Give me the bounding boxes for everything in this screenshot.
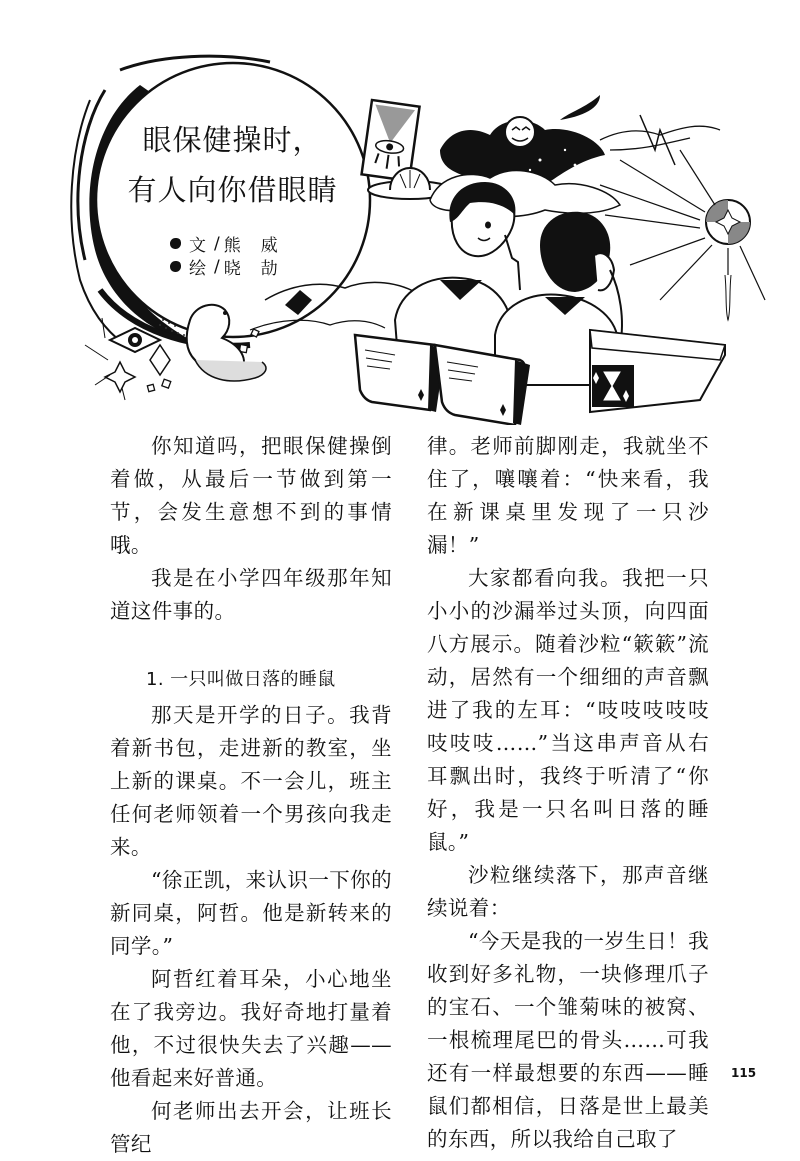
article-title-line-2: 有人向你借眼睛	[127, 173, 338, 207]
paragraph: 大家都看向我。我把一只小小的沙漏举过头顶，向四面八方展示。随着沙粒“簌簌”流动，居然有一个细细的声音飘进了我的左耳：“吱吱吱吱吱吱吱吱……”当这串声音从右耳飘出时，我终于听清了“你好，我是一只名叫日落的睡鼠。”	[427, 566, 709, 854]
paragraph: 阿哲红着耳朵，小心地坐在了我旁边。我好奇地打量着他，不过很快失去了兴趣——他看起来好普通。	[110, 967, 392, 1090]
author-credit	[170, 231, 298, 256]
illustrator-credit	[170, 254, 298, 279]
credit-role: 文	[189, 236, 206, 256]
body-column-right	[427, 430, 709, 1156]
paragraph: 你知道吗，把眼保健操倒着做，从最后一节做到第一节，会发生意想不到的事情哦。	[110, 434, 392, 557]
section-heading: 1. 一只叫做日落的睡鼠	[146, 669, 336, 690]
paragraph: 何老师出去开会，让班长管纪	[110, 1099, 392, 1156]
credit-role: 绘	[189, 259, 206, 279]
paragraph: “徐正凯，来认识一下你的新同桌，阿哲。他是新转来的同学。”	[110, 868, 392, 958]
article-title-line-1: 眼保健操时，	[142, 123, 323, 157]
paragraph: “今天是我的一岁生日！我收到好多礼物，一块修理爪子的宝石、一个雏菊味的被窝、一根梳理尾巴的骨头……可我还有一样最想要的东西——睡鼠们都相信，日落是世上最美的东西，所以我给自己取了	[427, 929, 709, 1151]
body-column-left	[110, 430, 392, 1161]
credit-separator: /	[214, 233, 220, 254]
credit-separator: /	[214, 256, 220, 277]
paragraph-continuation: 律。老师前脚刚走，我就坐不住了，嚷嚷着：“快来看，我在新课桌里发现了一只沙漏！”	[427, 434, 709, 557]
credit-name: 熊威	[223, 236, 298, 256]
page-number: 115	[731, 1066, 757, 1080]
paragraph: 沙粒继续落下，那声音继续说着：	[427, 863, 709, 920]
title-block	[95, 70, 370, 335]
paragraph: 那天是开学的日子。我背着新书包，走进新的教室，坐上新的课桌。不一会儿，班主任何老师领着一个男孩向我走来。	[110, 703, 392, 859]
paragraph: 我是在小学四年级那年知道这件事的。	[110, 566, 392, 623]
credit-name: 晓劼	[223, 259, 298, 279]
bullet-icon	[170, 261, 181, 272]
bullet-icon	[170, 238, 181, 249]
